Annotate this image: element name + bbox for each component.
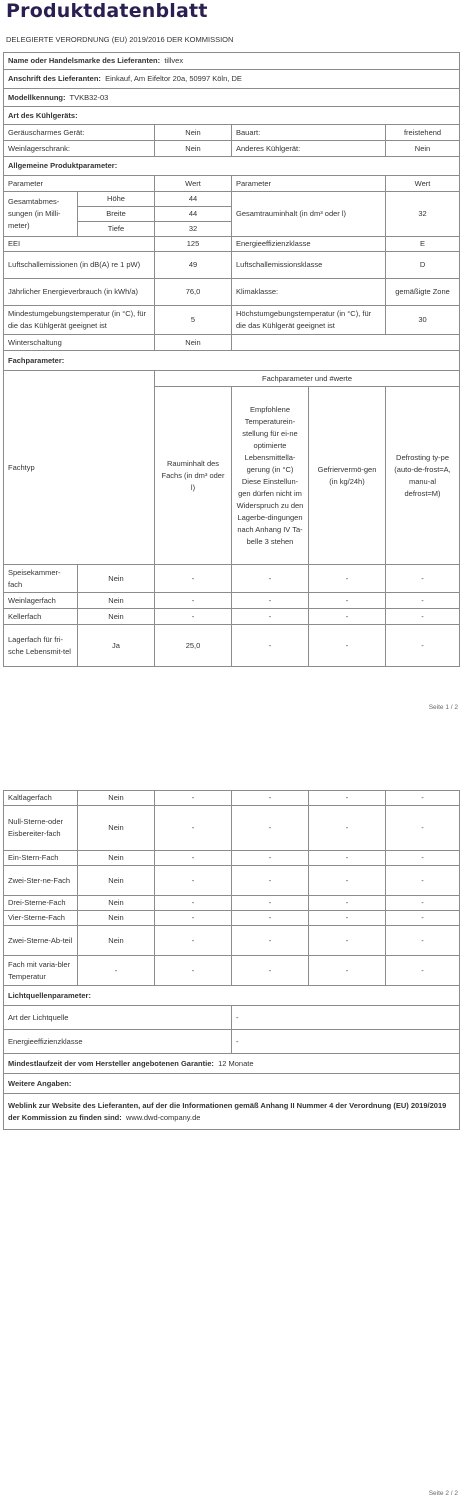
compartment-volume: - — [155, 896, 232, 911]
compartment-defrost: - — [386, 851, 460, 866]
weblink-label: Weblink zur Website des Lieferanten, auf der die Informationen gemäß Anhang II Nummer 4 der Verordnung (EU) 2019/2019 der Kommission zu finden sind: — [8, 1100, 447, 1122]
compartment-volume: - — [155, 851, 232, 866]
device-type-heading: Art des Kühlgeräts: — [4, 107, 460, 125]
eei-label: EEI — [4, 237, 155, 252]
wine-value: Nein — [155, 141, 232, 157]
compartment-freeze: - — [309, 806, 386, 851]
compartment-row — [4, 806, 460, 851]
compartment-freeze: - — [309, 851, 386, 866]
min-temp-label: Mindestumgebungstemperatur (in °C), für die das Kühlgerät geeignet ist — [4, 306, 155, 335]
light-class-value: - — [232, 1030, 460, 1054]
weblink-row — [4, 1094, 460, 1130]
compartment-present: Nein — [78, 911, 155, 926]
compartment-defrost: - — [386, 896, 460, 911]
model-label: Modellkennung: — [8, 92, 66, 102]
compartment-name: Weinlagerfach — [4, 593, 78, 609]
compartment-volume: 25,0 — [155, 625, 232, 667]
page-1 — [0, 0, 462, 720]
compartment-row — [4, 565, 460, 593]
compartment-row — [4, 896, 460, 911]
supplier-name-label: Name oder Handelsmarke des Lieferanten: — [8, 56, 161, 65]
climate-class-label: Klimaklasse: — [232, 279, 386, 306]
param-header-left: Parameter — [4, 176, 155, 192]
compartment-volume: - — [155, 806, 232, 851]
height-value: 44 — [155, 192, 232, 207]
further-info-label: Weitere Angaben: — [4, 1074, 460, 1094]
compartment-freeze: - — [309, 791, 386, 806]
wine-label: Weinlagerschrank: — [4, 141, 155, 157]
compartment-temp: - — [232, 866, 309, 896]
low-noise-row — [4, 125, 460, 141]
compartment-temp: - — [232, 956, 309, 986]
product-sheet-table-page2 — [3, 790, 460, 1130]
further-info-row — [4, 1074, 460, 1094]
design-value: freistehend — [386, 125, 460, 141]
compartment-row — [4, 625, 460, 667]
compartment-temp: - — [232, 926, 309, 956]
ambient-temp-row — [4, 306, 460, 335]
compartment-present: Nein — [78, 806, 155, 851]
eei-value: 125 — [155, 237, 232, 252]
device-type-heading-row — [4, 107, 460, 125]
compartment-name: Zwei-Ster-ne-Fach — [4, 866, 78, 896]
compartment-defrost: - — [386, 806, 460, 851]
value-header-right: Wert — [386, 176, 460, 192]
compartment-row — [4, 956, 460, 986]
page-2 — [0, 790, 462, 1500]
compartment-present: Nein — [78, 896, 155, 911]
design-label: Bauart: — [232, 125, 386, 141]
compartment-volume: - — [155, 593, 232, 609]
max-temp-value: 30 — [386, 306, 460, 335]
compartment-volume: - — [155, 609, 232, 625]
compartment-defrost: - — [386, 791, 460, 806]
warranty-label: Mindestlaufzeit der vom Hersteller angebotenen Garantie: — [8, 1058, 214, 1068]
compartment-name: Drei-Sterne-Fach — [4, 896, 78, 911]
width-value: 44 — [155, 207, 232, 222]
compartment-type-header: Fachtyp — [4, 371, 155, 565]
winter-label: Winterschaltung — [4, 335, 155, 351]
compartment-defrost: - — [386, 866, 460, 896]
width-label: Breite — [78, 207, 155, 222]
light-class-row — [4, 1030, 460, 1054]
dimensions-label: Gesamtabmes-sungen (in Milli-meter) — [4, 192, 78, 237]
compartment-name: Ein-Stern-Fach — [4, 851, 78, 866]
compartment-defrost: - — [386, 625, 460, 667]
compartment-volume: - — [155, 866, 232, 896]
compartment-defrost: - — [386, 593, 460, 609]
compartment-row — [4, 593, 460, 609]
noise-class-value: D — [386, 252, 460, 279]
compartment-freeze: - — [309, 926, 386, 956]
compartment-present: - — [78, 956, 155, 986]
compartment-freeze: - — [309, 593, 386, 609]
compartments-heading: Fachparameter: — [4, 351, 460, 371]
page-number-2: Seite 2 / 2 — [428, 1490, 458, 1497]
light-type-row — [4, 1006, 460, 1030]
noise-class-label: Luftschallemissionsklasse — [232, 252, 386, 279]
min-temp-value: 5 — [155, 306, 232, 335]
weblink-value[interactable]: www.dwd-company.de — [125, 1112, 201, 1122]
supplier-address-label: Anschrift des Lieferanten: — [8, 74, 101, 83]
height-label: Höhe — [78, 192, 155, 207]
compartments-group-header: Fachparameter und #werte — [155, 371, 460, 387]
annual-energy-value: 76,0 — [155, 279, 232, 306]
compartment-row — [4, 911, 460, 926]
compartment-volume: - — [155, 791, 232, 806]
compartment-row — [4, 866, 460, 896]
model-value: TVKB32-03 — [69, 92, 109, 102]
compartment-freeze: - — [309, 565, 386, 593]
page-number-1: Seite 1 / 2 — [428, 704, 458, 711]
other-device-label: Anderes Kühlgerät: — [232, 141, 386, 157]
product-sheet-table-page1 — [3, 52, 460, 667]
general-heading-row — [4, 157, 460, 176]
compartment-name: Lagerfach für fri-sche Lebensmit-tel — [4, 625, 78, 667]
volume-label: Gesamtrauminhalt (in dm³ oder l) — [232, 192, 386, 237]
supplier-name-row — [4, 53, 460, 70]
col-volume-header: Rauminhalt des Fachs (in dm³ oder l) — [155, 387, 232, 565]
compartment-volume: - — [155, 911, 232, 926]
compartment-row — [4, 851, 460, 866]
document-title: Produktdatenblatt — [6, 0, 208, 22]
compartment-temp: - — [232, 896, 309, 911]
compartment-row — [4, 609, 460, 625]
winter-value: Nein — [155, 335, 232, 351]
compartment-present: Nein — [78, 866, 155, 896]
compartment-defrost: - — [386, 926, 460, 956]
winter-row — [4, 335, 460, 351]
compartment-freeze: - — [309, 609, 386, 625]
compartment-volume: - — [155, 926, 232, 956]
max-temp-label: Höchstumgebungstemperatur (in °C), für die das Kühlgerät geeignet ist — [232, 306, 386, 335]
height-row — [4, 192, 460, 207]
compartment-temp: - — [232, 565, 309, 593]
light-heading: Lichtquellenparameter: — [4, 986, 460, 1006]
compartment-present: Ja — [78, 625, 155, 667]
low-noise-label: Geräuscharmes Gerät: — [4, 125, 155, 141]
compartment-name: Vier-Sterne-Fach — [4, 911, 78, 926]
compartment-temp: - — [232, 851, 309, 866]
efficiency-class-value: E — [386, 237, 460, 252]
col-temp-header: Empfohlene Temperaturein-stellung für ei-ne optimierte Lebensmittella-gerung (in °C) Diese Einstellun-gen dürfen nicht im Widerspruch zu den Lagerbe-dingungen nach Anhang IV Ta-belle 3 stehen — [232, 387, 309, 565]
climate-class-value: gemäßigte Zone — [386, 279, 460, 306]
compartment-freeze: - — [309, 956, 386, 986]
warranty-row — [4, 1054, 460, 1074]
compartment-temp: - — [232, 911, 309, 926]
col-defrost-header: Defrosting ty-pe (auto-de-frost=A, manu-al defrost=M) — [386, 387, 460, 565]
noise-label: Luftschallemissionen (in dB(A) re 1 pW) — [4, 252, 155, 279]
compartment-temp: - — [232, 806, 309, 851]
compartment-present: Nein — [78, 926, 155, 956]
compartment-temp: - — [232, 609, 309, 625]
compartment-row — [4, 791, 460, 806]
noise-row — [4, 252, 460, 279]
param-header-right: Parameter — [232, 176, 386, 192]
noise-value: 49 — [155, 252, 232, 279]
light-class-label: Energieeffizienzklasse — [4, 1030, 232, 1054]
low-noise-value: Nein — [155, 125, 232, 141]
compartment-present: Nein — [78, 851, 155, 866]
annual-energy-row — [4, 279, 460, 306]
compartment-defrost: - — [386, 609, 460, 625]
compartment-freeze: - — [309, 866, 386, 896]
light-heading-row — [4, 986, 460, 1006]
compartment-present: Nein — [78, 565, 155, 593]
compartment-freeze: - — [309, 911, 386, 926]
eei-row — [4, 237, 460, 252]
compartment-present: Nein — [78, 791, 155, 806]
depth-value: 32 — [155, 222, 232, 237]
compartment-volume: - — [155, 956, 232, 986]
efficiency-class-label: Energieeffizienzklasse — [232, 237, 386, 252]
compartment-temp: - — [232, 791, 309, 806]
wine-row — [4, 141, 460, 157]
document-subtitle: DELEGIERTE VERORDNUNG (EU) 2019/2016 DER KOMMISSION — [6, 35, 234, 44]
compartment-defrost: - — [386, 565, 460, 593]
compartments-heading-row — [4, 351, 460, 371]
compartment-temp: - — [232, 625, 309, 667]
compartment-temp: - — [232, 593, 309, 609]
compartment-present: Nein — [78, 593, 155, 609]
compartment-volume: - — [155, 565, 232, 593]
general-heading: Allgemeine Produktparameter: — [4, 157, 460, 176]
compartment-name: Speisekammer-fach — [4, 565, 78, 593]
value-header-left: Wert — [155, 176, 232, 192]
compartment-present: Nein — [78, 609, 155, 625]
volume-value: 32 — [386, 192, 460, 237]
other-device-value: Nein — [386, 141, 460, 157]
light-type-value: - — [232, 1006, 460, 1030]
compartment-name: Zwei-Sterne-Ab-teil — [4, 926, 78, 956]
supplier-address-row — [4, 70, 460, 89]
compartment-name: Kaltlagerfach — [4, 791, 78, 806]
light-type-label: Art der Lichtquelle — [4, 1006, 232, 1030]
depth-label: Tiefe — [78, 222, 155, 237]
model-row — [4, 89, 460, 107]
annual-energy-label: Jährlicher Energieverbrauch (in kWh/a) — [4, 279, 155, 306]
compartment-defrost: - — [386, 956, 460, 986]
compartment-name: Null-Sterne-oder Eisbereiter-fach — [4, 806, 78, 851]
supplier-name-value: tillvex — [164, 56, 184, 65]
compartment-name: Kellerfach — [4, 609, 78, 625]
compartment-name: Fach mit varia-bler Temperatur — [4, 956, 78, 986]
compartment-freeze: - — [309, 896, 386, 911]
compartment-row — [4, 926, 460, 956]
col-freeze-header: Gefriervermö-gen (in kg/24h) — [309, 387, 386, 565]
general-columns-row — [4, 176, 460, 192]
compartments-group-row — [4, 371, 460, 387]
supplier-address-value: Einkauf, Am Eifeltor 20a, 50997 Köln, DE — [105, 74, 242, 83]
compartment-defrost: - — [386, 911, 460, 926]
warranty-value: 12 Monate — [218, 1058, 254, 1068]
compartment-freeze: - — [309, 625, 386, 667]
